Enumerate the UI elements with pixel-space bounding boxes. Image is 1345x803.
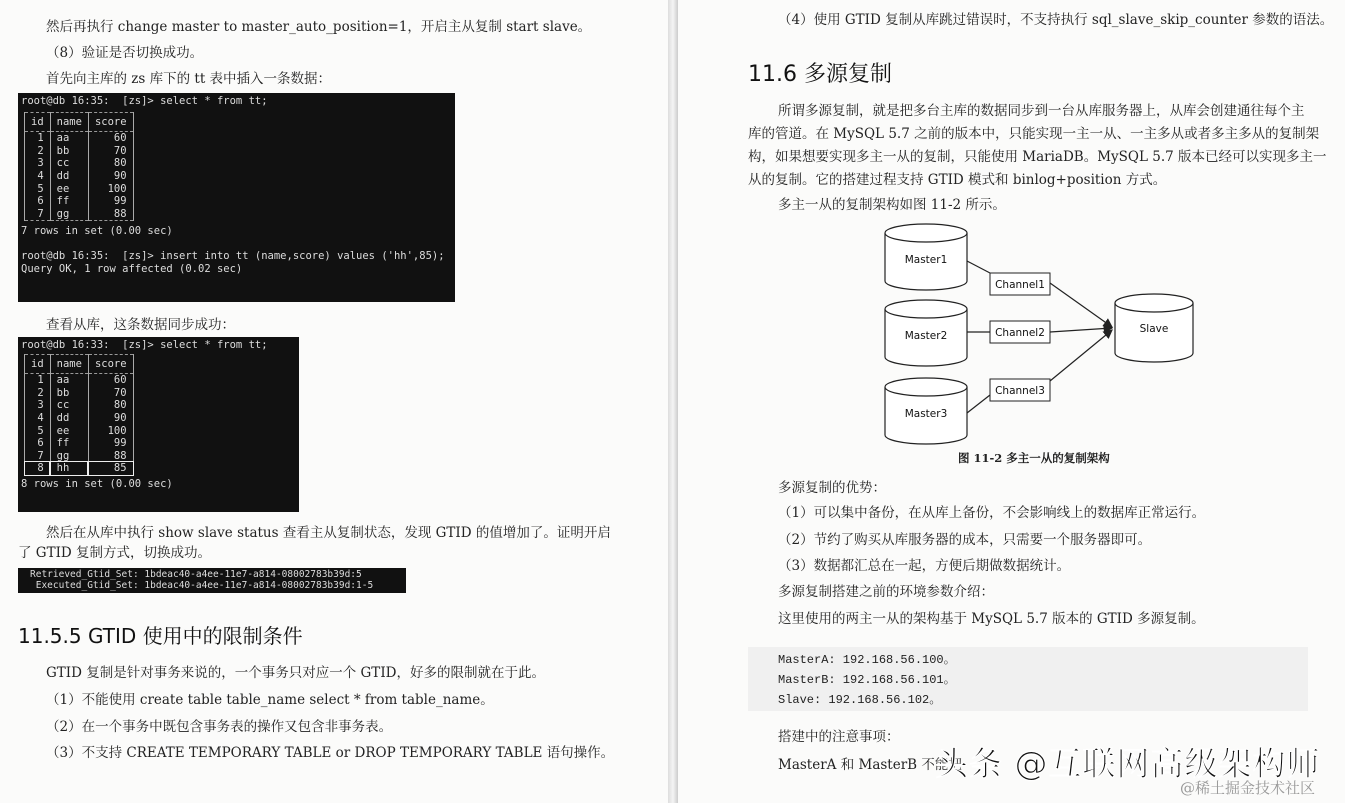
table-cell: gg xyxy=(50,208,88,221)
table-row xyxy=(25,183,134,196)
result-table xyxy=(24,354,134,476)
paragraph: 然后在从库中执行 show slave status 查看主从复制状态，发现 GTID 的值增加了。证明开启 xyxy=(46,525,611,541)
table-row xyxy=(25,145,134,158)
column-header: id xyxy=(25,112,51,132)
table-row xyxy=(25,462,134,475)
terminal-prompt: root@db 16:35: [zs]> insert into tt (name,score) values ('hh',85); xyxy=(21,249,445,262)
paragraph: 多源复制的优势： xyxy=(778,480,886,496)
table-cell: dd xyxy=(50,412,88,425)
table-cell: hh xyxy=(50,462,88,475)
table-cell: 88 xyxy=(88,208,133,221)
slave-label: Slave xyxy=(1139,323,1169,335)
code-block xyxy=(748,647,1308,711)
list-item: （3）不支持 CREATE TEMPORARY TABLE or DROP TEMPORARY TABLE 语句操作。 xyxy=(46,745,615,761)
section-heading: 11.6 多源复制 xyxy=(748,62,892,87)
paragraph-line: 从的复制。它的搭建过程支持 GTID 模式和 binlog+position 方式。 xyxy=(748,172,1167,188)
table-cell: 100 xyxy=(88,183,133,196)
table-cell: 100 xyxy=(88,425,133,438)
table-cell: dd xyxy=(50,170,88,183)
table-cell: 70 xyxy=(88,387,133,400)
paragraph: GTID 复制是针对事务来说的，一个事务只对应一个 GTID，好多的限制就在于此。 xyxy=(46,665,545,681)
replication-diagram xyxy=(870,215,1210,475)
list-item: （2）在一个事务中既包含事务表的操作又包含非事务表。 xyxy=(46,719,393,735)
table-row xyxy=(25,157,134,170)
terminal-screenshot-master xyxy=(18,93,455,302)
column-header: score xyxy=(88,112,133,132)
section-heading: 11.5.5 GTID 使用中的限制条件 xyxy=(18,624,303,648)
terminal-screenshot-slave xyxy=(18,337,299,512)
master2-label: Master2 xyxy=(904,330,948,342)
code-line: MasterA: 192.168.56.100。 xyxy=(778,653,956,667)
list-item: （3）数据都汇总在一起，方便后期做数据统计。 xyxy=(778,558,1071,574)
table-cell: ff xyxy=(50,437,88,450)
paragraph: 这里使用的两主一从的架构基于 MySQL 5.7 版本的 GTID 多源复制。 xyxy=(778,611,1205,627)
list-item: （1）可以集中备份，在从库上备份，不会影响线上的数据库正常运行。 xyxy=(778,505,1206,521)
gtid-executed: Executed_Gtid_Set: 1bdeac40-a4ee-11e7-a814-08002783b39d:1-5 xyxy=(30,580,374,591)
table-cell: aa xyxy=(50,374,88,387)
table-row xyxy=(25,208,134,221)
table-cell: 6 xyxy=(25,195,51,208)
table-row xyxy=(25,387,134,400)
table-cell: 4 xyxy=(25,170,51,183)
table-cell: ee xyxy=(50,425,88,438)
list-item: （2）节约了购买从库服务器的成本，只需要一个服务器即可。 xyxy=(778,532,1152,548)
table-row xyxy=(25,437,134,450)
table-cell: 1 xyxy=(25,374,51,387)
table-cell: 80 xyxy=(88,399,133,412)
channel3-label: Channel3 xyxy=(995,385,1045,397)
terminal-prompt: root@db 16:35: [zs]> select * from tt; xyxy=(21,95,268,107)
gtid-output xyxy=(18,568,406,593)
table-row xyxy=(25,374,134,387)
list-item: （1）不能使用 create table table_name select * from table_name。 xyxy=(46,692,494,708)
table-cell: gg xyxy=(50,450,88,463)
table-cell: 5 xyxy=(25,183,51,196)
table-row xyxy=(25,170,134,183)
paragraph-line: 库的管道。在 MySQL 5.7 之前的版本中，只能实现一主一从、一主多从或者多主多从的复制架 xyxy=(748,126,1320,142)
table-cell: 5 xyxy=(25,425,51,438)
paragraph: 首先向主库的 zs 库下的 tt 表中插入一条数据： xyxy=(46,71,332,87)
table-cell: 4 xyxy=(25,412,51,425)
table-row xyxy=(25,195,134,208)
table-cell: 2 xyxy=(25,387,51,400)
paragraph-line: 构，如果想要实现多主一从的复制，只能使用 MariaDB。MySQL 5.7 版本已经可以实现多主一 xyxy=(748,149,1327,165)
book-gutter xyxy=(668,0,678,803)
paragraph-line: 所谓多源复制，就是把多台主库的数据同步到一台从库服务器上，从库会创建通往每个主 xyxy=(778,103,1305,119)
figure-caption: 图 11-2 多主一从的复制架构 xyxy=(958,451,1110,465)
table-cell: 90 xyxy=(88,412,133,425)
table-cell: bb xyxy=(50,387,88,400)
table-cell: 80 xyxy=(88,157,133,170)
master1-label: Master1 xyxy=(904,254,948,266)
table-cell: 99 xyxy=(88,437,133,450)
table-cell: 3 xyxy=(25,157,51,170)
watermark-toutiao: 头条 @互联网高级架构师 xyxy=(935,744,1321,783)
table-cell: 1 xyxy=(25,132,51,145)
paragraph: 多主一从的复制架构如图 11-2 所示。 xyxy=(778,197,1006,213)
code-line: Slave: 192.168.56.102。 xyxy=(778,693,942,707)
table-cell: cc xyxy=(50,157,88,170)
table-cell: 7 xyxy=(25,450,51,463)
table-row xyxy=(25,450,134,463)
paragraph: 了 GTID 复制方式，切换成功。 xyxy=(18,545,212,561)
table-cell: 60 xyxy=(88,132,133,145)
table-cell: 6 xyxy=(25,437,51,450)
table-cell: 85 xyxy=(88,462,133,475)
paragraph: 然后再执行 change master to master_auto_position=1，开启主从复制 start slave。 xyxy=(46,19,592,35)
terminal-result: Query OK, 1 row affected (0.02 sec) xyxy=(21,262,243,275)
paragraph: 多源复制搭建之前的环境参数介绍： xyxy=(778,584,994,600)
list-item: （4）使用 GTID 复制从库跳过错误时，不支持执行 sql_slave_skip_counter 参数的语法。 xyxy=(778,12,1334,28)
column-header: id xyxy=(25,354,51,374)
table-row xyxy=(25,132,134,145)
step-heading: （8）验证是否切换成功。 xyxy=(46,45,204,61)
result-table xyxy=(24,112,134,222)
master3-label: Master3 xyxy=(904,408,948,420)
table-cell: 2 xyxy=(25,145,51,158)
terminal-footer: 8 rows in set (0.00 sec) xyxy=(21,477,173,490)
column-header: name xyxy=(50,354,88,374)
table-cell: 3 xyxy=(25,399,51,412)
table-cell: 7 xyxy=(25,208,51,221)
watermark-juejin: @稀土掘金技术社区 xyxy=(1180,779,1316,797)
column-header: name xyxy=(50,112,88,132)
table-cell: ee xyxy=(50,183,88,196)
table-row xyxy=(25,412,134,425)
table-cell: 60 xyxy=(88,374,133,387)
left-page xyxy=(0,0,668,803)
table-cell: bb xyxy=(50,145,88,158)
table-cell: cc xyxy=(50,399,88,412)
table-cell: ff xyxy=(50,195,88,208)
gtid-retrieved: Retrieved_Gtid_Set: 1bdeac40-a4ee-11e7-a814-08002783b39d:5 xyxy=(30,569,362,580)
terminal-footer: 7 rows in set (0.00 sec) xyxy=(21,225,173,238)
channel1-label: Channel1 xyxy=(995,279,1045,291)
table-cell: 70 xyxy=(88,145,133,158)
table-cell: 99 xyxy=(88,195,133,208)
code-line: MasterB: 192.168.56.101。 xyxy=(778,673,956,687)
table-cell: 8 xyxy=(25,462,51,475)
table-row xyxy=(25,399,134,412)
table-cell: 90 xyxy=(88,170,133,183)
channel2-label: Channel2 xyxy=(995,327,1045,339)
table-row xyxy=(25,425,134,438)
paragraph: 搭建中的注意事项： xyxy=(778,729,900,745)
table-cell: 88 xyxy=(88,450,133,463)
paragraph: MasterA 和 MasterB 不能把 xyxy=(778,757,962,773)
table-cell: aa xyxy=(50,132,88,145)
terminal-prompt: root@db 16:33: [zs]> select * from tt; xyxy=(21,339,268,351)
paragraph: 查看从库，这条数据同步成功： xyxy=(46,317,235,333)
column-header: score xyxy=(88,354,133,374)
